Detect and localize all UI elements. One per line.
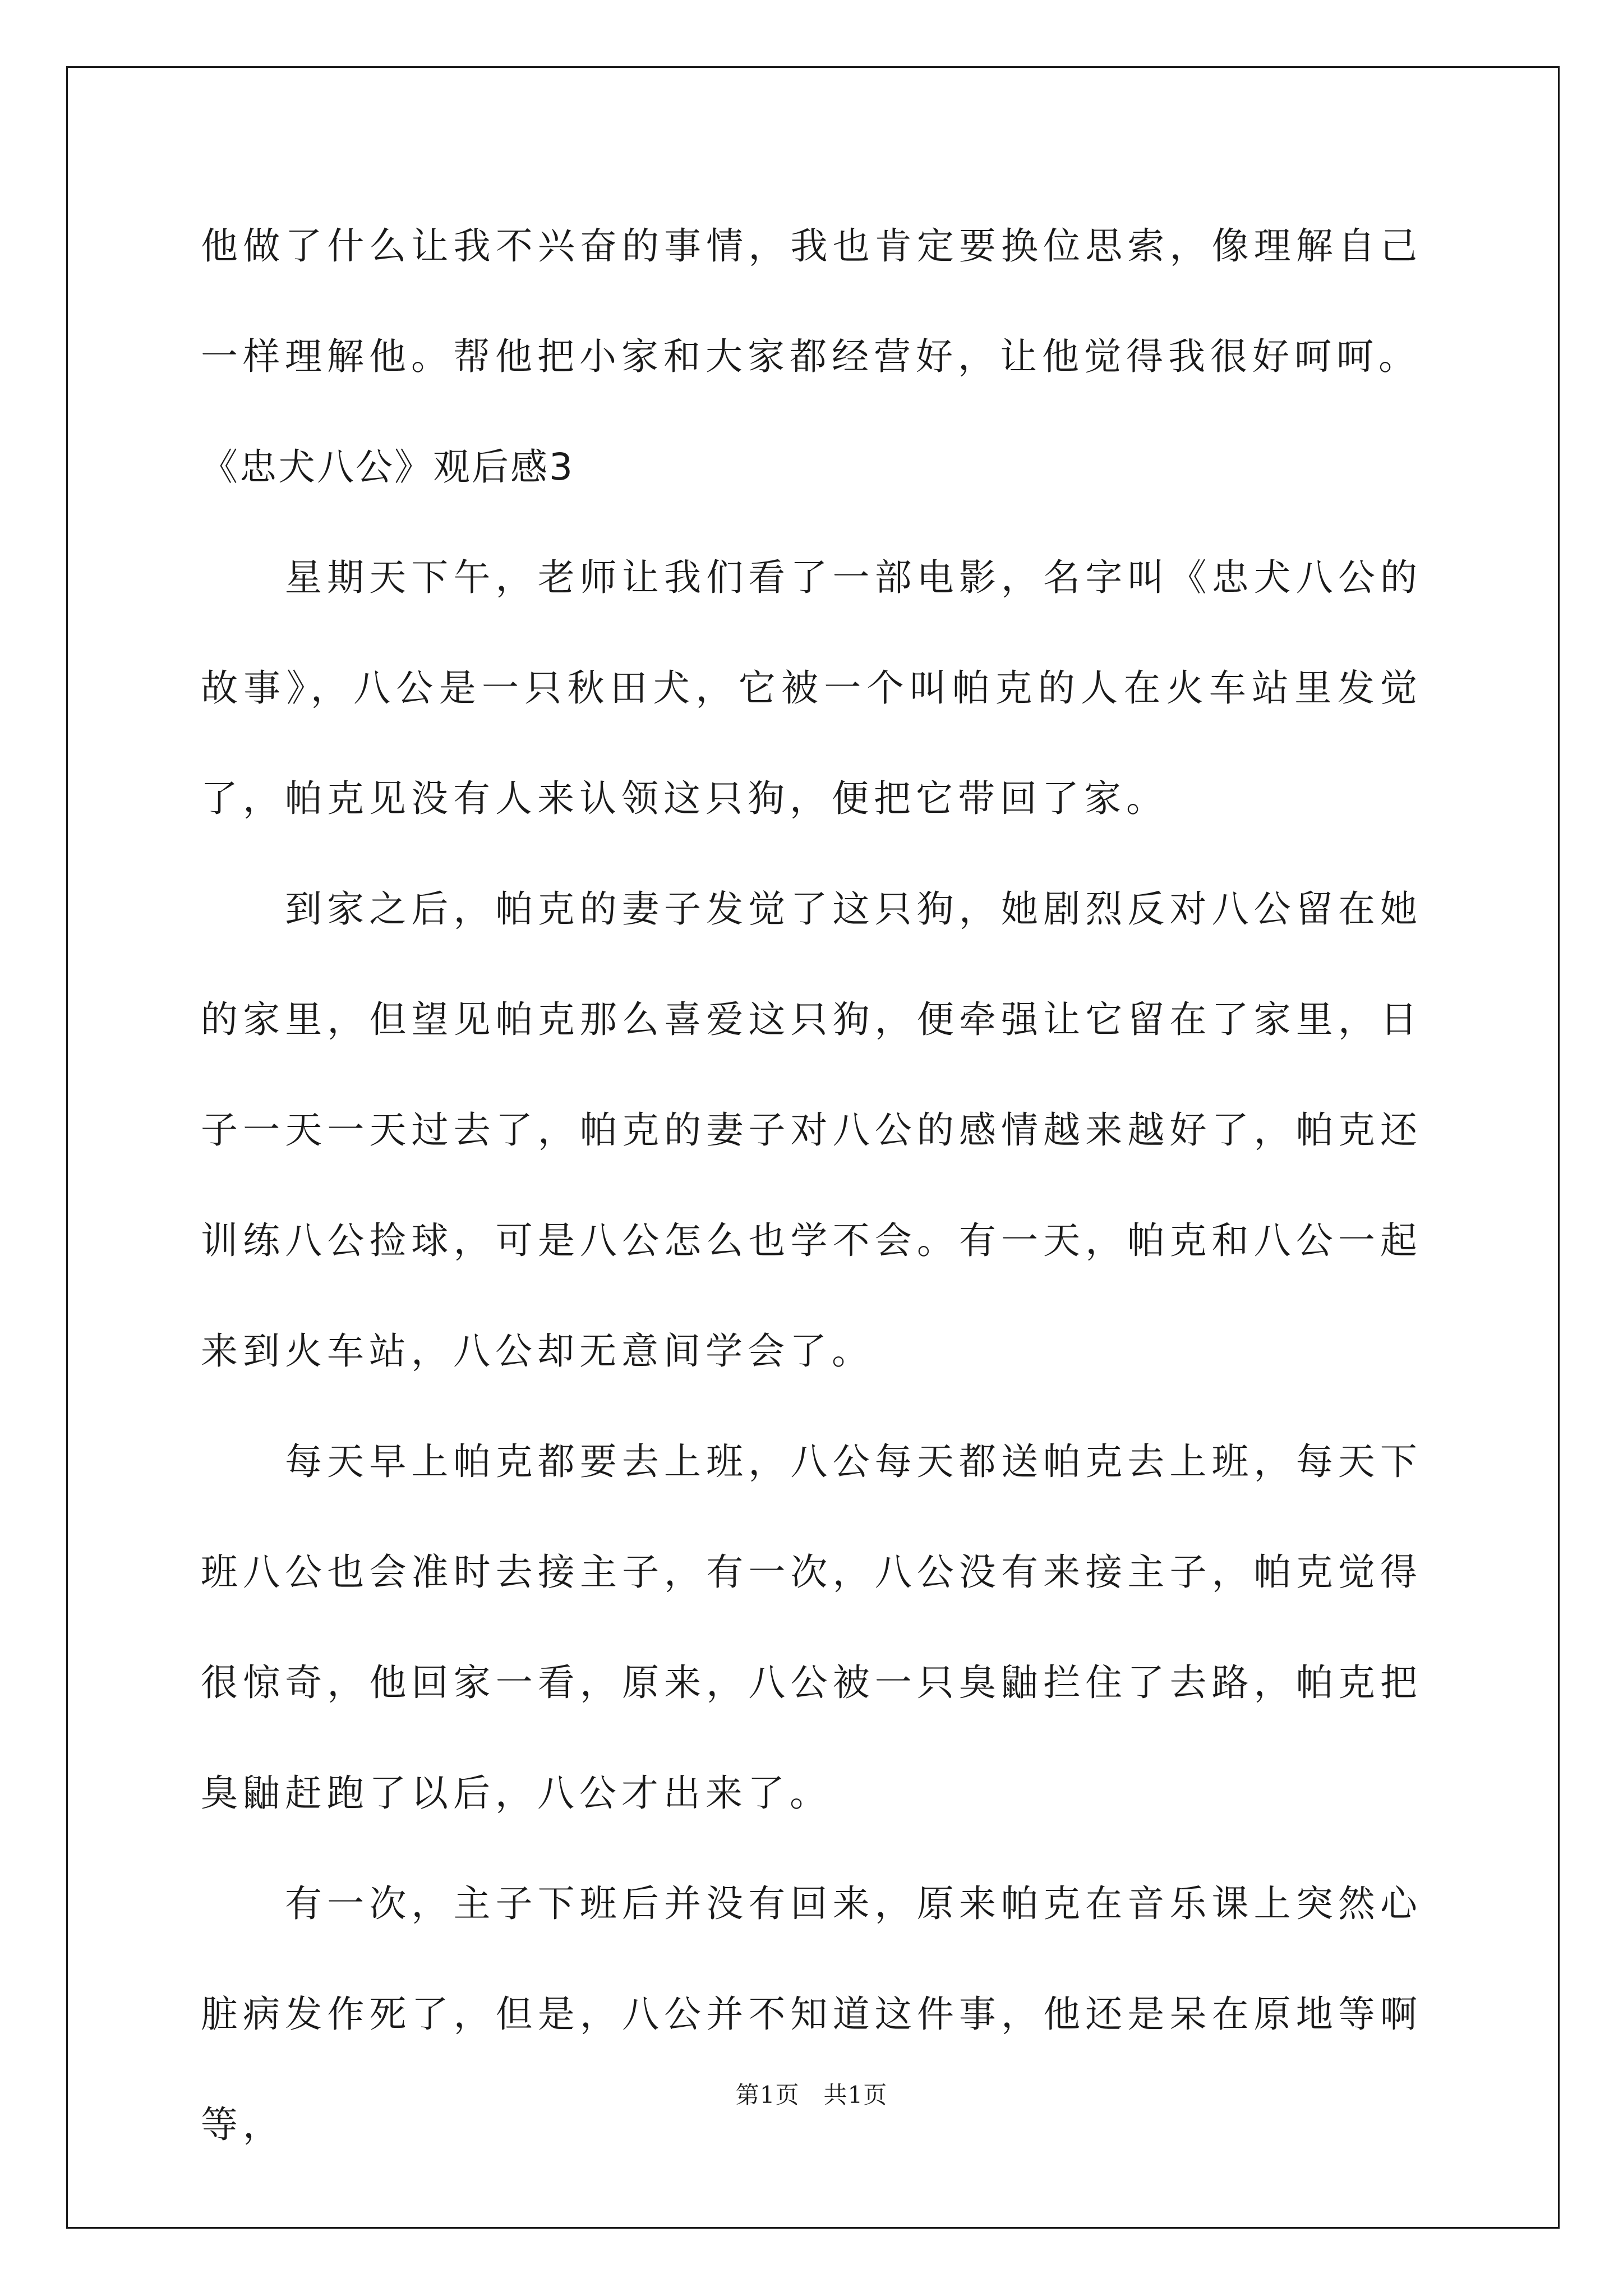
document-body: [201, 191, 1422, 2180]
paragraph: 他做了什么让我不兴奋的事情，我也肯定要换位思索，像理解自己一样理解他。帮他把小家和大家都经营好，让他觉得我很好呵呵。: [201, 224, 1422, 378]
paragraph: 有一次，主子下班后并没有回来，原来帕克在音乐课上突然心脏病发作死了，但是，八公并不知道这件事，他还是呆在原地等啊等，: [201, 1882, 1422, 2146]
paragraph: 每天早上帕克都要去上班，八公每天都送帕克去上班，每天下班八公也会准时去接主子，有一次，八公没有来接主子，帕克觉得很惊奇，他回家一看，原来，八公被一只臭鼬拦住了去路，帕克把臭鼬赶跑了以后，八公才出来了。: [201, 1440, 1422, 1815]
paragraph: 到家之后，帕克的妻子发觉了这只狗，她剧烈反对八公留在她的家里，但望见帕克那么喜爱这只狗，便牵强让它留在了家里，日子一天一天过去了，帕克的妻子对八公的感情越来越好了，帕克还训练八公捡球，可是八公怎么也学不会。有一天，帕克和八公一起来到火车站，八公却无意间学会了。: [201, 887, 1422, 1373]
page-footer: 第1页 共1页: [735, 2081, 888, 2109]
paragraph: 星期天下午，老师让我们看了一部电影，名字叫《忠犬八公的故事》，八公是一只秋田犬，它被一个叫帕克的人在火车站里发觉了，帕克见没有人来认领这只狗，便把它带回了家。: [201, 556, 1422, 820]
section-heading: 《忠犬八公》观后感3: [201, 445, 574, 489]
